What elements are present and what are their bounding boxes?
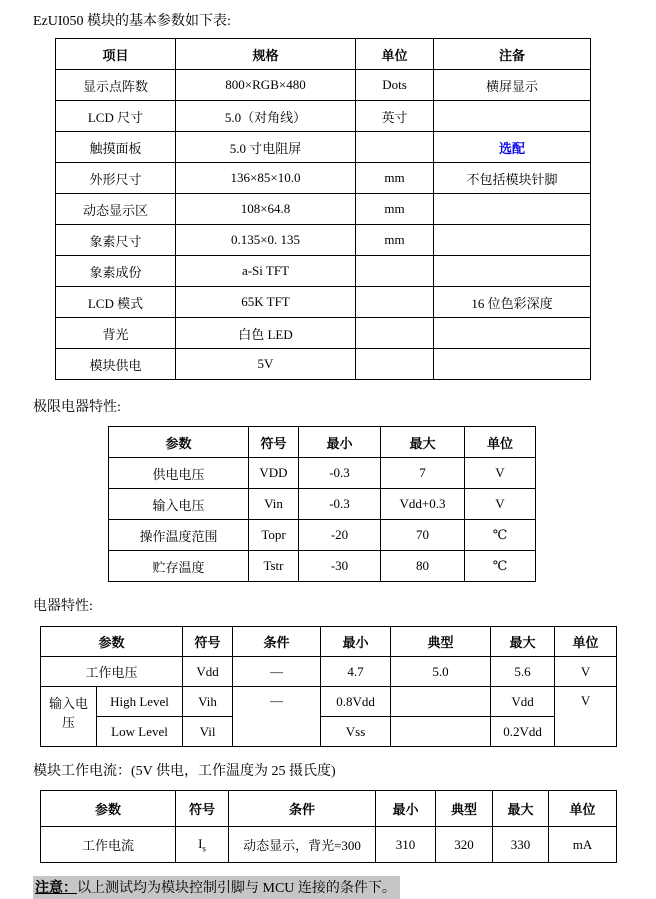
table-header-row (109, 427, 536, 458)
electrical-section-heading: 电器特性: (33, 599, 93, 614)
cell-remark: 16 位色彩深度 (434, 287, 591, 318)
cell-unit: mm (356, 163, 434, 194)
cell-item: 模块供电 (56, 349, 176, 380)
basic-params-table (55, 38, 591, 380)
header-cell: 最大 (491, 627, 555, 657)
cell-unit (356, 132, 434, 163)
table-header-row (41, 791, 617, 827)
cell-symbol: Vin (249, 489, 299, 520)
cell-unit (356, 318, 434, 349)
cell-unit: V (555, 657, 617, 687)
cell-remark: 不包括模块针脚 (434, 163, 591, 194)
cell-item: 外形尺寸 (56, 163, 176, 194)
cell-min: 310 (376, 827, 436, 863)
symbol-subscript: s (202, 843, 206, 854)
header-cell: 参数 (41, 791, 176, 827)
cell-unit: Dots (356, 70, 434, 101)
cell-spec: 白色 LED (176, 318, 356, 349)
cell-max: Vdd (491, 687, 555, 717)
cell-min: -30 (299, 551, 381, 582)
cell-typ (391, 717, 491, 747)
cell-unit: V (555, 687, 617, 747)
header-cell: 最小 (376, 791, 436, 827)
table-row (56, 256, 591, 287)
header-cell: 规格 (176, 39, 356, 70)
cell-remark (434, 101, 591, 132)
page-title: EzUI050 模块的基本参数如下表: (33, 14, 231, 29)
header-cell: 符号 (183, 627, 233, 657)
cell-spec: 800×RGB×480 (176, 70, 356, 101)
limits-section-heading: 极限电器特性: (33, 400, 121, 415)
cell-symbol: Vdd (183, 657, 233, 687)
cell-spec: 108×64.8 (176, 194, 356, 225)
table-row (56, 349, 591, 380)
cell-param: 工作电压 (41, 657, 183, 687)
cell-spec: 5V (176, 349, 356, 380)
cell-max: 5.6 (491, 657, 555, 687)
header-cell: 单位 (356, 39, 434, 70)
cell-param: 供电电压 (109, 458, 249, 489)
cell-unit: 英寸 (356, 101, 434, 132)
cell-remark (434, 349, 591, 380)
cell-unit: V (465, 489, 536, 520)
cell-spec: 65K TFT (176, 287, 356, 318)
cell-remark (434, 194, 591, 225)
table-row (56, 225, 591, 256)
header-cell: 条件 (229, 791, 376, 827)
table-row (109, 458, 536, 489)
cell-level: Low Level (97, 717, 183, 747)
cell-unit: mm (356, 194, 434, 225)
cell-item: 触摸面板 (56, 132, 176, 163)
cell-max: 80 (381, 551, 465, 582)
cell-item: 显示点阵数 (56, 70, 176, 101)
cell-symbol: Vil (183, 717, 233, 747)
cell-typ (391, 687, 491, 717)
cell-item: LCD 尺寸 (56, 101, 176, 132)
cell-min: -0.3 (299, 489, 381, 520)
cell-level: High Level (97, 687, 183, 717)
header-cell: 典型 (436, 791, 493, 827)
cell-unit: ℃ (465, 551, 536, 582)
notice-bar (33, 876, 400, 899)
cell-item: 背光 (56, 318, 176, 349)
cell-remark (434, 225, 591, 256)
table-row (56, 287, 591, 318)
symbol-main: I (198, 835, 203, 851)
header-cell: 项目 (56, 39, 176, 70)
cell-unit: mA (549, 827, 617, 863)
table-row (56, 132, 591, 163)
table-row (41, 717, 617, 747)
cell-item: 象素尺寸 (56, 225, 176, 256)
cell-min: Vss (321, 717, 391, 747)
header-cell: 单位 (465, 427, 536, 458)
table-header-row (56, 39, 591, 70)
cell-unit: ℃ (465, 520, 536, 551)
header-cell: 符号 (249, 427, 299, 458)
header-cell: 参数 (41, 627, 183, 657)
cell-remark: 横屏显示 (434, 70, 591, 101)
table-row (56, 70, 591, 101)
header-cell: 最小 (321, 627, 391, 657)
cell-symbol: Tstr (249, 551, 299, 582)
cell-item: 动态显示区 (56, 194, 176, 225)
cell-param: 操作温度范围 (109, 520, 249, 551)
header-cell: 单位 (549, 791, 617, 827)
cell-remark-optional: 选配 (434, 132, 591, 163)
notice-text: 以上测试均为模块控制引脚与 MCU 连接的条件下。 (77, 881, 396, 896)
cell-max: 70 (381, 520, 465, 551)
cell-symbol: VDD (249, 458, 299, 489)
cell-param: 贮存温度 (109, 551, 249, 582)
table-row (56, 101, 591, 132)
cell-symbol: Topr (249, 520, 299, 551)
cell-condition: — (233, 687, 321, 747)
limits-table (108, 426, 536, 582)
cell-unit: V (465, 458, 536, 489)
header-cell: 最大 (493, 791, 549, 827)
cell-unit (356, 287, 434, 318)
cell-max: 0.2Vdd (491, 717, 555, 747)
cell-spec: 136×85×10.0 (176, 163, 356, 194)
electrical-table (40, 626, 617, 747)
header-cell: 单位 (555, 627, 617, 657)
cell-min: -20 (299, 520, 381, 551)
header-cell: 注备 (434, 39, 591, 70)
table-row (41, 657, 617, 687)
table-row (109, 520, 536, 551)
header-cell: 参数 (109, 427, 249, 458)
cell-param: 输入电压 (41, 687, 97, 747)
current-table (40, 790, 617, 863)
header-cell: 符号 (176, 791, 229, 827)
cell-max: Vdd+0.3 (381, 489, 465, 520)
cell-max: 7 (381, 458, 465, 489)
current-section-heading: 模块工作电流：(5V 供电，工作温度为 25 摄氏度) (33, 764, 336, 779)
cell-condition: — (233, 657, 321, 687)
cell-min: -0.3 (299, 458, 381, 489)
cell-symbol: Vih (183, 687, 233, 717)
cell-spec: 5.0（对角线） (176, 101, 356, 132)
cell-max: 330 (493, 827, 549, 863)
table-row (56, 318, 591, 349)
header-cell: 最大 (381, 427, 465, 458)
cell-unit (356, 349, 434, 380)
table-row (109, 489, 536, 520)
cell-spec: 0.135×0. 135 (176, 225, 356, 256)
cell-item: 象素成份 (56, 256, 176, 287)
table-row (56, 194, 591, 225)
cell-unit: mm (356, 225, 434, 256)
cell-spec: 5.0 寸电阻屏 (176, 132, 356, 163)
cell-condition: 动态显示，背光=300 (229, 827, 376, 863)
cell-typ: 5.0 (391, 657, 491, 687)
cell-item: LCD 模式 (56, 287, 176, 318)
notice-label: 注意： (35, 881, 77, 896)
cell-remark (434, 318, 591, 349)
cell-unit (356, 256, 434, 287)
cell-spec: a-Si TFT (176, 256, 356, 287)
header-cell: 最小 (299, 427, 381, 458)
cell-min: 0.8Vdd (321, 687, 391, 717)
cell-remark (434, 256, 591, 287)
header-cell: 典型 (391, 627, 491, 657)
cell-min: 4.7 (321, 657, 391, 687)
cell-param: 输入电压 (109, 489, 249, 520)
table-row (109, 551, 536, 582)
header-cell: 条件 (233, 627, 321, 657)
cell-typ: 320 (436, 827, 493, 863)
table-header-row (41, 627, 617, 657)
table-row (41, 827, 617, 863)
cell-param: 工作电流 (41, 827, 176, 863)
table-row (56, 163, 591, 194)
table-row (41, 687, 617, 717)
cell-symbol (176, 827, 229, 863)
